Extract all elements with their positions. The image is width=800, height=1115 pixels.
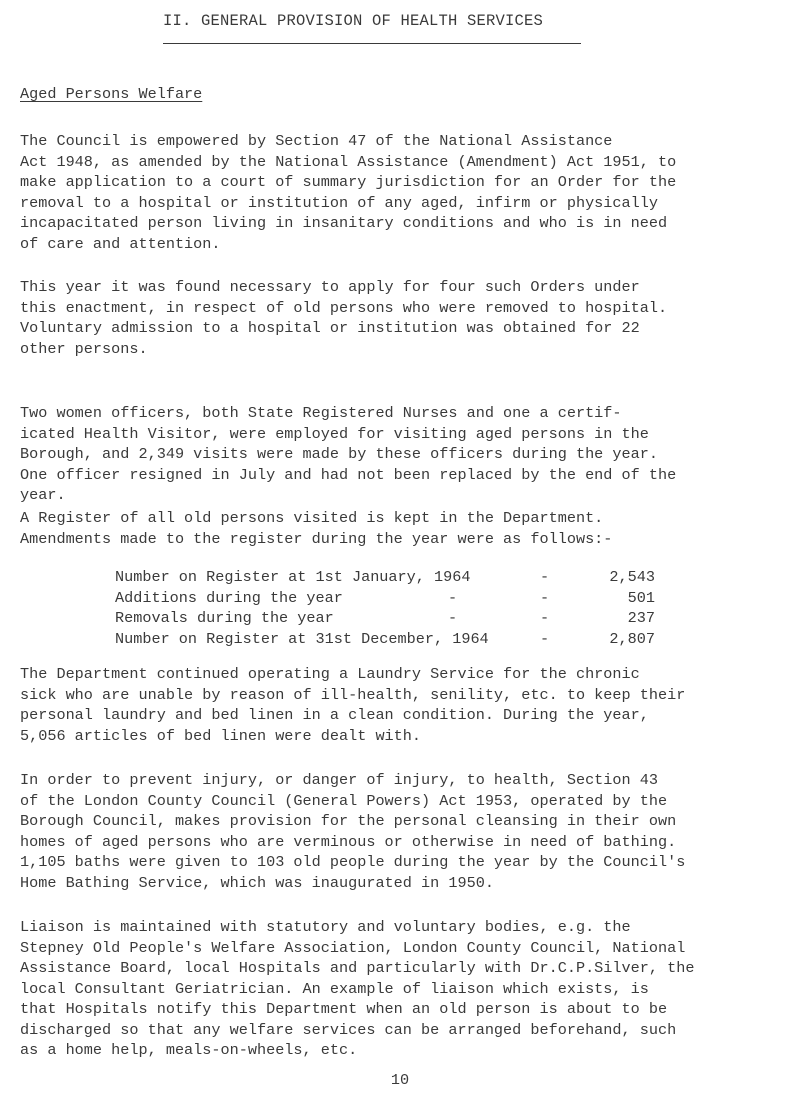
paragraph-statutory-powers: The Council is empowered by Section 47 of the National Assistance Act 1948, as amended by the National Assistance (Amendment) Act 1951, to make application to a court of summary jurisdiction for an Order for the removal to a hospital or institution of any aged, infirm or physically incapacitated person living in insanitary conditions and who is in need of care and attention. — [20, 132, 677, 253]
register-label: Number on Register at 1st January, 1964 — [115, 568, 471, 586]
register-dash: - — [448, 588, 458, 607]
register-dash: - — [540, 629, 550, 648]
register-value: 501 — [627, 588, 655, 607]
paragraph-register-intro: A Register of all old persons visited is kept in the Department. Amendments made to the register during the year were as follows:- — [20, 509, 613, 548]
register-dash: - — [448, 609, 458, 627]
register-row — [115, 588, 675, 609]
register-label: Additions during the year — [115, 588, 343, 607]
register-value: 237 — [627, 609, 655, 627]
register-table — [115, 567, 675, 649]
register-row — [115, 567, 675, 588]
register-row — [115, 629, 675, 650]
paragraph-women-officers: Two women officers, both State Registered Nurses and one a certif- icated Health Visitor, were employed for visiting aged persons in the Borough, and 2,349 visits were made by these officers during the year. One officer resigned in July and had not been replaced by the end of the year. — [20, 404, 677, 504]
register-row — [115, 608, 675, 629]
paragraph-liaison: Liaison is maintained with statutory and voluntary bodies, e.g. the Stepney Old People's Welfare Association, London County Council, National Assistance Board, local Hospitals and particularly with Dr.C.P.Silver, the local Consultant Geriatrician. An example of liaison which exists, is that Hospitals notify this Department when an old person is about to be discharged so that any welfare services can be arranged beforehand, such as a home help, meals-on-wheels, etc. — [20, 918, 695, 1059]
register-label: Removals during the year — [115, 609, 334, 627]
register-label: Number on Register at 31st December, 1964 — [115, 629, 489, 648]
register-value: 2,807 — [609, 629, 655, 648]
title-rule — [163, 43, 581, 44]
register-dash: - — [540, 588, 550, 607]
paragraph-orders: This year it was found necessary to apply for four such Orders under this enactment, in respect of old persons who were removed to hospital. Voluntary admission to a hospital or institution was obtained for 22 other persons. — [20, 278, 668, 358]
subheading: Aged Persons Welfare — [20, 85, 203, 103]
register-dash: - — [540, 568, 550, 586]
paragraph-laundry-service: The Department continued operating a Laundry Service for the chronic sick who are unable by reason of ill-health, senility, etc. to keep their personal laundry and bed linen in a clean condition. During the year, 5,056 articles of bed linen were dealt with. — [20, 665, 686, 745]
register-dash: - — [540, 609, 550, 627]
register-value: 2,543 — [609, 568, 655, 586]
paragraph-personal-cleansing: In order to prevent injury, or danger of injury, to health, Section 43 of the London County Council (General Powers) Act 1953, operated by the Borough Council, makes provision for the personal cleansing in their own homes of aged persons who are verminous or otherwise in need of bathing. 1,105 baths were given to 103 old people during the year by the Council's Home Bathing Service, which was inaugurated in 1950. — [20, 771, 686, 892]
page-number: 10 — [390, 1071, 410, 1089]
section-title: II. GENERAL PROVISION OF HEALTH SERVICES — [163, 12, 544, 30]
